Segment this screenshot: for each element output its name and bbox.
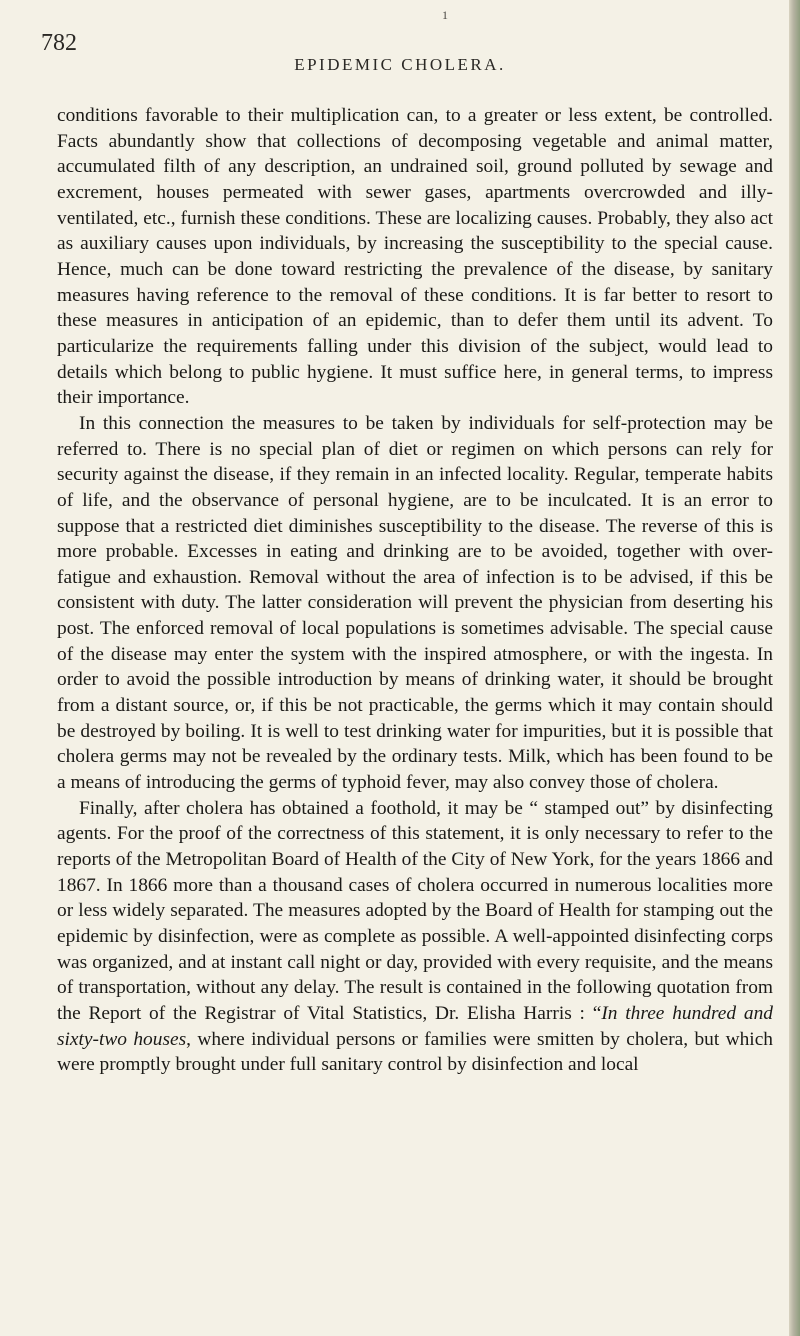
paragraph-conditions: conditions favorable to their multiplication can, to a greater or less extent, be controlled. Facts abundantly show that collections of decomposing vegetable and animal matter, accumulated filth of any description, an undrained soil, ground polluted by sewage and excrement, houses permeated with sewer gases, apartments overcrowded and illy-ventilated, etc., furnish these conditions. These are localizing causes. Probably, they also act as auxiliary causes upon individuals, by increasing the susceptibility to the special cause. Hence, much can be done toward restricting the prevalence of the disease, by sanitary measures having reference to the removal of these conditions. It is far better to resort to these measures in anticipation of an epidemic, than to defer them until its advent. To particularize the requirements falling under this division of the subject, would lead to details which belong to public hygiene. It must suffice here, in general terms, to impress their importance. bbox=[57, 105, 773, 409]
page-edge-shadow bbox=[789, 0, 800, 1336]
running-head: EPIDEMIC CHOLERA. bbox=[294, 55, 506, 74]
stamping-out-text-tail: , where individual persons or families were smitten by cholera, but which were promptly brought under full sanitary control by disinfection and local bbox=[57, 1028, 773, 1076]
quotation-italic-phrase: In three hundred and sixty-two houses bbox=[57, 1002, 773, 1050]
page-number: 782 bbox=[41, 30, 77, 56]
paragraph-self-protection: In this connection the measures to be taken by individuals for self-protection may be referred to. There is no special plan of diet or regimen on which persons can rely for security against the disease, if they remain in an infected locality. Regular, temperate habits of life, and the observance of personal hygiene, are to be inculcated. It is an error to suppose that a restricted diet diminishes susceptibility to the disease. The reverse of this is more probable. Excesses in eating and drinking are to be avoided, together with over-fatigue and exhaustion. Removal without the area of infection is to be advised, if this be consistent with duty. The latter consideration will prevent the physician from deserting his post. The enforced removal of local populations is sometimes advisable. The special cause of the disease may enter the system with the inspired atmosphere, or with the ingesta. In order to avoid the possible introduction by means of drinking water, it should be brought from a distant source, or, if this be not practicable, the germs which it may contain should be destroyed by boiling. It is well to test drinking water for impurities, but it is possible that cholera germs may not be revealed by the ordinary tests. Milk, which has been found to be a means of introducing the germs of typhoid fever, may also convey those of cholera. bbox=[57, 412, 773, 794]
stamping-out-text-lead: Finally, after cholera has obtained a foothold, it may be “ stamped out” by disinfecting agents. For the proof of the correctness of this statement, it is only necessary to refer to the reports of the Metropolitan Board of Health of the City of New York, for the years 1866 and 1867. In 1866 more than a thousand cases of cholera occurred in numerous localities more or less widely separated. The measures adopted by the Board of Health for stamping out the epidemic by disinfection, were as complete as possible. A well-appointed disinfecting corps was organized, and at instant call night or day, provided with every requisite, and the means of transportation, without any delay. The result is contained in the following quotation from the Report of the Registrar of Vital Statistics, Dr. Elisha Harris : “ bbox=[57, 797, 773, 1024]
body-text bbox=[57, 103, 773, 1078]
top-margin-mark: 1 bbox=[442, 8, 448, 22]
paragraph-stamping-out bbox=[57, 796, 773, 1078]
